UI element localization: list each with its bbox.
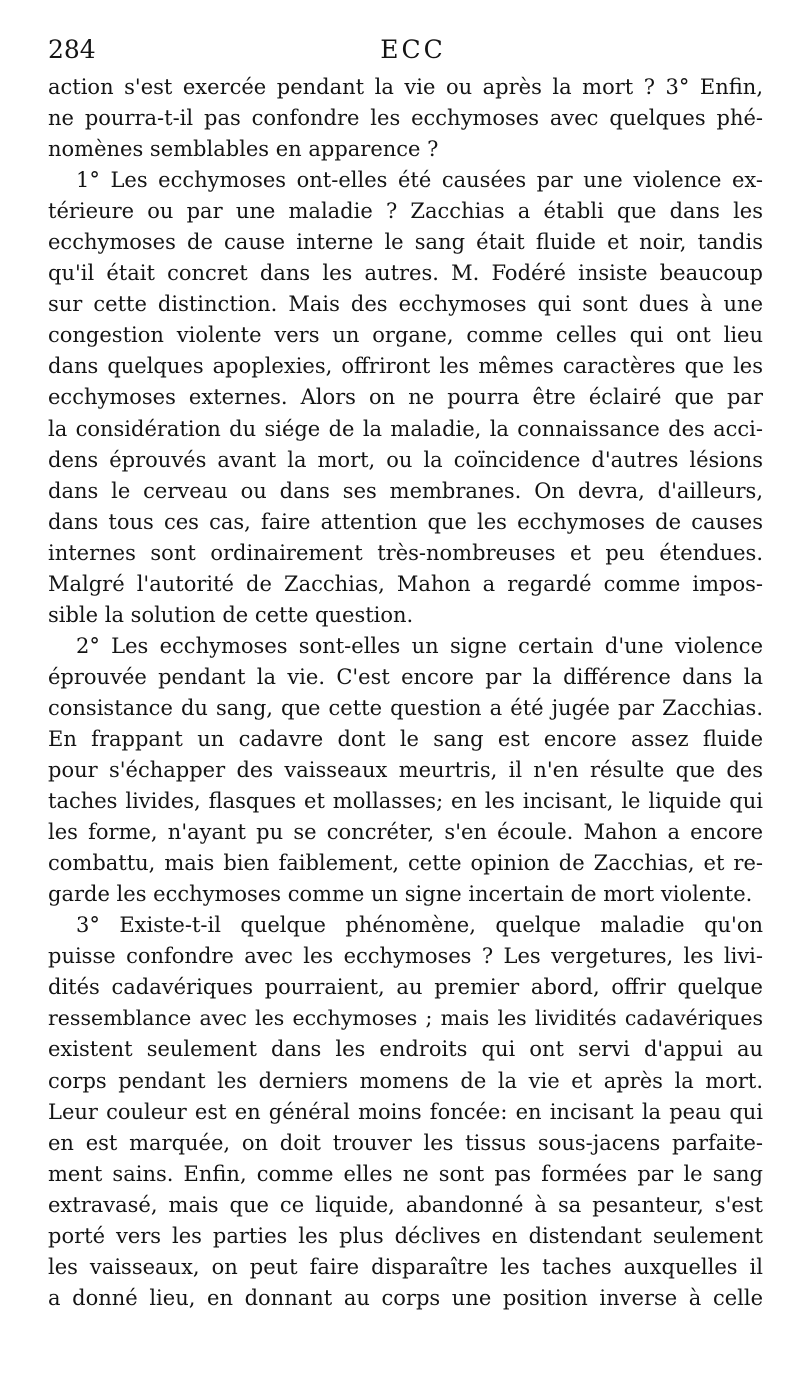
text-line: la considération du siége de la maladie, la connaissance des acci- — [48, 416, 763, 441]
text-line: 2° Les ecchymoses sont-elles un signe certain d'une violence — [76, 633, 763, 658]
text-line: 3° Existe-t-il quelque phénomène, quelque maladie qu'on — [76, 913, 763, 938]
text-line: pour s'échapper des vaisseaux meurtris, il n'en résulte que des — [48, 758, 763, 783]
text-line: térieure ou par une maladie ? Zacchias a établi que dans les — [48, 199, 763, 224]
paragraph — [48, 72, 763, 165]
text-line: garde les ecchymoses comme un signe incertain de mort violente. — [48, 882, 753, 907]
text-line: puisse confondre avec les ecchymoses ? Les vergetures, les livi- — [48, 944, 763, 969]
text-line: taches livides, flasques et mollasses; en les incisant, le liquide qui — [48, 789, 763, 814]
text-line: ressemblance avec les ecchymoses ; mais les lividités cadavériques — [48, 1006, 763, 1031]
text-line: 1° Les ecchymoses ont-elles été causées par une violence ex- — [76, 168, 763, 193]
text-line: dans quelques apoplexies, offriront les mêmes caractères que les — [48, 354, 763, 379]
text-line: sible la solution de cette question. — [48, 602, 414, 627]
text-line: ne pourra-t-il pas confondre les ecchymoses avec quelques phé- — [48, 106, 763, 131]
text-line: en est marquée, on doit trouver les tissus sous-jacens parfaite- — [48, 1130, 763, 1155]
text-line: corps pendant les derniers momens de la vie et après la mort. — [48, 1068, 763, 1093]
text-line: Malgré l'autorité de Zacchias, Mahon a regardé comme impos- — [48, 571, 763, 596]
page-header — [48, 34, 760, 70]
page-number: 284 — [48, 35, 96, 64]
text-line: sur cette distinction. Mais des ecchymoses qui sont dues à une — [48, 292, 763, 317]
text-line: consistance du sang, que cette question a été jugée par Zacchias. — [48, 695, 763, 720]
text-line: les forme, n'ayant pu se concréter, s'en écoule. Mahon a encore — [48, 820, 763, 845]
text-line: a donné lieu, en donnant au corps une position inverse à celle — [48, 1285, 763, 1310]
text-line: En frappant un cadavre dont le sang est encore assez fluide — [48, 726, 763, 751]
text-line: action s'est exercée pendant la vie ou après la mort ? 3° Enfin, — [48, 75, 763, 99]
text-line: qu'il était concret dans les autres. M. Fodéré insiste beaucoup — [48, 261, 763, 286]
paragraph — [48, 910, 763, 1314]
text-line: combattu, mais bien faiblement, cette opinion de Zacchias, et re- — [48, 851, 763, 876]
text-line: congestion violente vers un organe, comme celles qui ont lieu — [48, 323, 763, 348]
running-head: ECC — [380, 35, 446, 64]
text-line: nomènes semblables en apparence ? — [48, 137, 439, 162]
body-text — [48, 72, 763, 1314]
text-line: dités cadavériques pourraient, au premier abord, offrir quelque — [48, 975, 763, 1000]
text-line: extravasé, mais que ce liquide, abandonné à sa pesanteur, s'est — [48, 1192, 763, 1217]
text-line: Leur couleur est en général moins foncée: en incisant la peau qui — [48, 1099, 763, 1124]
text-line: internes sont ordinairement très-nombreuses et peu étendues. — [48, 540, 763, 565]
text-line: ecchymoses de cause interne le sang était fluide et noir, tandis — [48, 230, 763, 255]
text-line: les vaisseaux, on peut faire disparaître les taches auxquelles il — [48, 1254, 763, 1279]
text-line: éprouvée pendant la vie. C'est encore par la différence dans la — [48, 664, 763, 689]
text-line: existent seulement dans les endroits qui ont servi d'appui au — [48, 1037, 763, 1062]
text-line: dans le cerveau ou dans ses membranes. On devra, d'ailleurs, — [48, 478, 763, 503]
paragraph — [48, 631, 763, 910]
text-line: dans tous ces cas, faire attention que les ecchymoses de causes — [48, 509, 763, 534]
text-line: dens éprouvés avant la mort, ou la coïncidence d'autres lésions — [48, 447, 763, 472]
text-line: ecchymoses externes. Alors on ne pourra être éclairé que par — [48, 385, 763, 410]
paragraph — [48, 165, 763, 631]
text-line: ment sains. Enfin, comme elles ne sont pas formées par le sang — [48, 1161, 763, 1186]
text-line: porté vers les parties les plus déclives en distendant seulement — [48, 1223, 763, 1248]
